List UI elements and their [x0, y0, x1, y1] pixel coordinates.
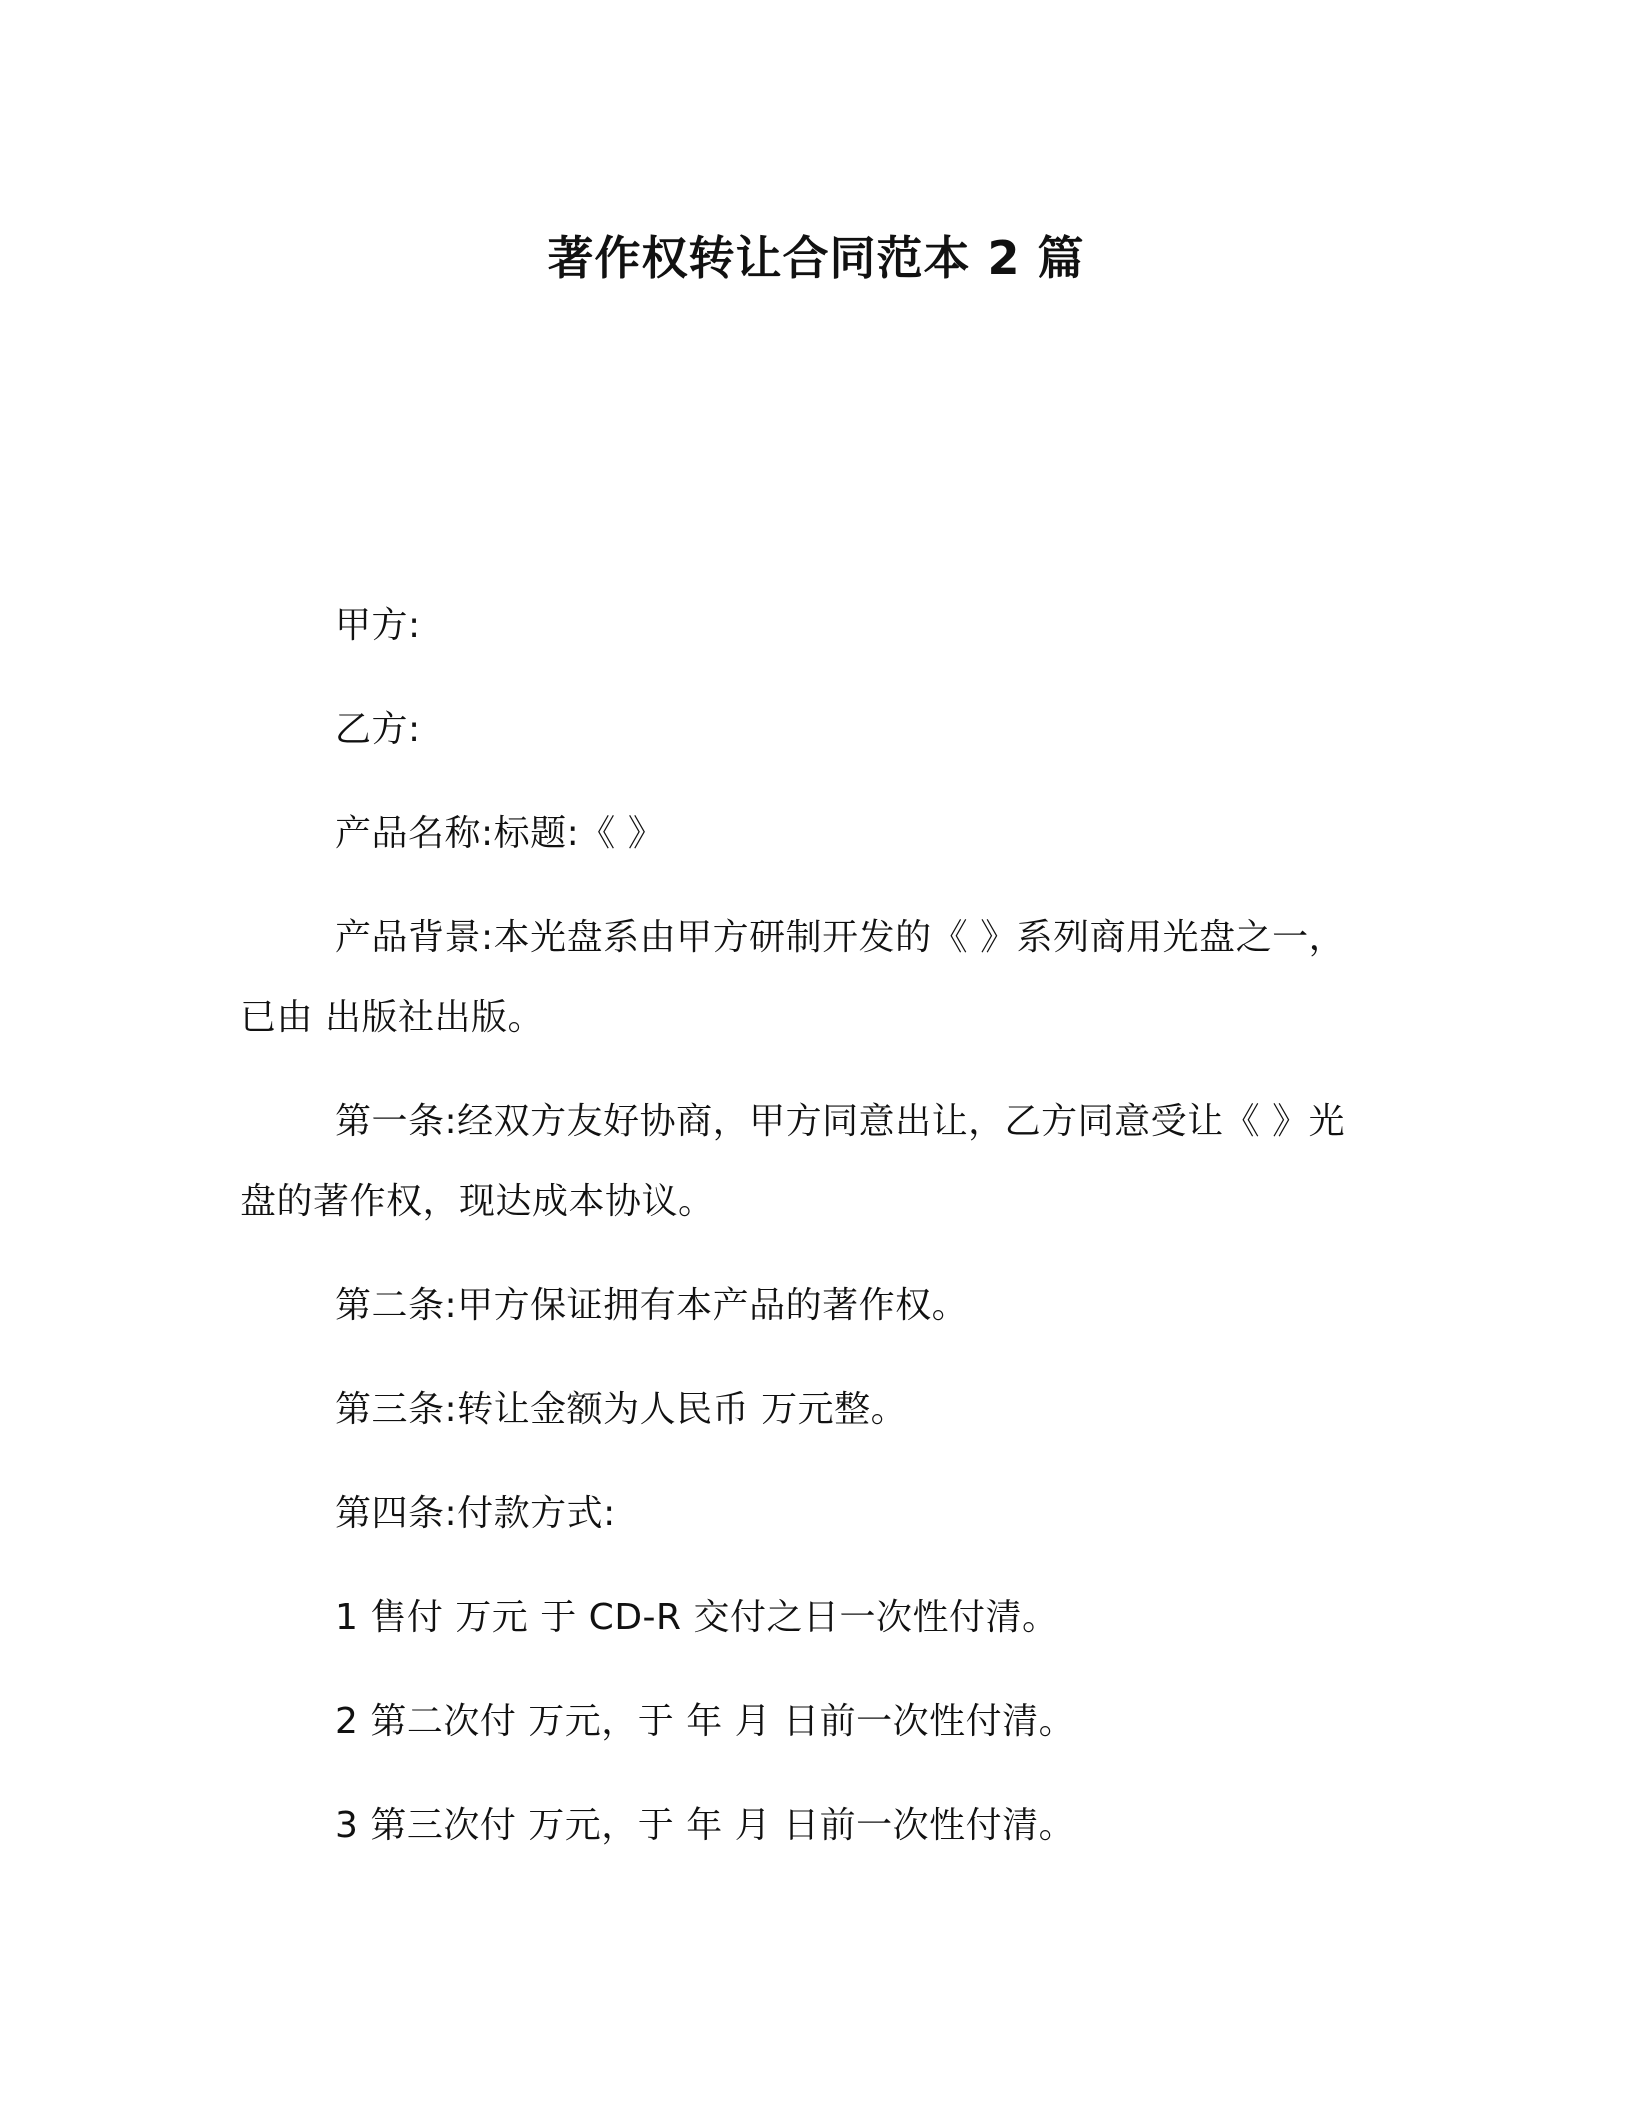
product-name-line: 产品名称:标题:《 》	[335, 813, 665, 854]
party-a-line: 甲方:	[335, 605, 421, 646]
article-one-paragraph: 第一条:经双方友好协商，甲方同意出让，乙方同意受让《 》光盘的著作权，现达成本协议。	[240, 1101, 1346, 1222]
product-background-paragraph: 产品背景:本光盘系由甲方研制开发的《 》系列商用光盘之一，已由 出版社出版。	[240, 917, 1346, 1038]
payment-item-1: 1 售付 万元 于 CD-R 交付之日一次性付清。	[335, 1597, 1059, 1638]
article-three-paragraph: 第三条:转让金额为人民币 万元整。	[335, 1389, 908, 1430]
article-four-paragraph: 第四条:付款方式:	[335, 1493, 616, 1534]
party-b-line: 乙方:	[335, 709, 421, 750]
payment-item-2: 2 第二次付 万元，于 年 月 日前一次性付清。	[335, 1701, 1076, 1742]
payment-item-3: 3 第三次付 万元，于 年 月 日前一次性付清。	[335, 1805, 1076, 1846]
article-two-paragraph: 第二条:甲方保证拥有本产品的著作权。	[335, 1285, 969, 1326]
document-body	[240, 586, 1360, 1890]
document-title: 著作权转让合同范本 2 篇	[547, 231, 1085, 285]
